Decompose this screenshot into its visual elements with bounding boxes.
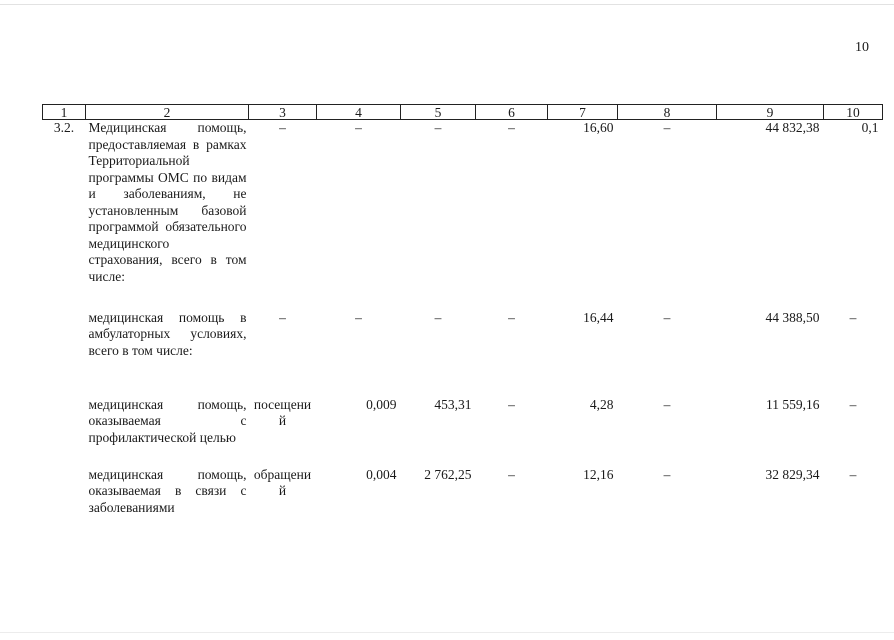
row-name: медицинская помощь, оказываемая в связи с заболеваниями bbox=[88, 466, 247, 515]
row-name: медицинская помощь в амбулаторных условиях, всего в том числе: bbox=[88, 309, 247, 358]
row-col4: 0,009 bbox=[366, 396, 397, 412]
row-col7: 16,60 bbox=[583, 120, 614, 135]
row-col10: – bbox=[849, 466, 857, 482]
header-cell: 9 bbox=[717, 105, 824, 120]
row-col9: 11 559,16 bbox=[766, 396, 820, 412]
row-col6: – bbox=[508, 120, 515, 135]
page-number: 10 bbox=[855, 40, 869, 55]
row-col9: 44 832,38 bbox=[765, 120, 820, 135]
row-col5: 2 762,25 bbox=[424, 466, 472, 482]
row-number: 3.2. bbox=[53, 120, 75, 135]
scan-artifact-top bbox=[0, 4, 894, 5]
row-col8: – bbox=[663, 396, 671, 412]
header-cell: 10 bbox=[824, 105, 883, 120]
row-col9: 32 829,34 bbox=[765, 466, 820, 482]
row-unit: – bbox=[279, 120, 286, 135]
row-col6: – bbox=[508, 396, 515, 412]
row-col6: – bbox=[508, 466, 515, 482]
header-cell: 5 bbox=[401, 105, 476, 120]
table-row bbox=[43, 310, 883, 397]
row-col7: 4,28 bbox=[589, 396, 614, 412]
header-cell: 4 bbox=[317, 105, 401, 120]
header-cell: 3 bbox=[249, 105, 317, 120]
row-col4: – bbox=[355, 309, 362, 325]
header-cell: 6 bbox=[476, 105, 548, 120]
row-col4: – bbox=[355, 120, 362, 135]
table-row bbox=[43, 467, 883, 527]
header-cell: 2 bbox=[86, 105, 249, 120]
header-cell: 7 bbox=[548, 105, 618, 120]
row-col10: – bbox=[849, 309, 857, 325]
row-col5: – bbox=[434, 120, 442, 135]
table-row bbox=[43, 120, 883, 310]
header-row bbox=[43, 105, 883, 120]
row-number bbox=[43, 397, 86, 467]
row-col10: – bbox=[849, 396, 857, 412]
row-unit: – bbox=[279, 309, 286, 325]
row-col7: 16,44 bbox=[583, 309, 614, 325]
row-col5: – bbox=[434, 309, 442, 325]
row-col4: 0,004 bbox=[366, 466, 397, 482]
header-cell: 1 bbox=[43, 105, 86, 120]
row-unit: посещений bbox=[253, 396, 312, 428]
row-col8: – bbox=[663, 309, 671, 325]
scan-artifact-bottom bbox=[0, 632, 894, 633]
row-number bbox=[43, 310, 86, 397]
row-number bbox=[43, 467, 86, 527]
row-col8: – bbox=[663, 120, 671, 135]
row-col8: – bbox=[663, 466, 671, 482]
row-name: Медицинская помощь, предоставляемая в рамках Территориальной программы ОМС по видам и заболеваниям, не установленным базовой программой обязательного медицинского страхования, всего в том числе: bbox=[88, 120, 247, 284]
row-col10: 0,1 bbox=[861, 120, 879, 135]
row-name: медицинская помощь, оказываемая с профилактической целью bbox=[88, 396, 247, 445]
row-col9: 44 388,50 bbox=[765, 309, 820, 325]
data-table bbox=[42, 104, 883, 527]
row-col5: 453,31 bbox=[434, 396, 472, 412]
header-cell: 8 bbox=[618, 105, 717, 120]
table-row bbox=[43, 397, 883, 467]
row-col6: – bbox=[508, 309, 515, 325]
row-unit: обращений bbox=[253, 466, 312, 498]
row-col7: 12,16 bbox=[583, 466, 614, 482]
